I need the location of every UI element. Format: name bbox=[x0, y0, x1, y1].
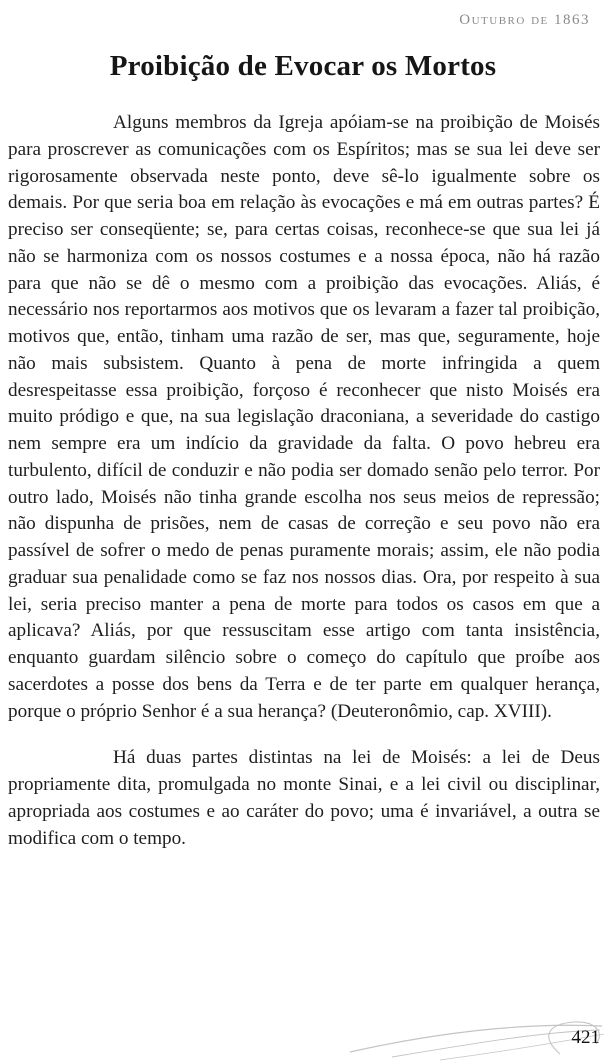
running-header: Outubro de 1863 bbox=[459, 12, 590, 28]
page-number: 421 bbox=[571, 1027, 600, 1048]
page-footer bbox=[0, 1010, 606, 1062]
article-body bbox=[8, 110, 600, 852]
paragraph-2: Há duas partes distintas na lei de Moisés: a lei de Deus propriamente dita, promulgada no monte Sinai, e a lei civil ou disciplinar, apropriada aos costumes e ao caráter do povo; uma é invariável, a outra se modifica com o tempo. bbox=[8, 747, 600, 849]
swoosh-ornament-icon bbox=[0, 1010, 606, 1062]
page-title: Proibição de Evocar os Mortos bbox=[109, 50, 497, 82]
paragraph-1: Alguns membros da Igreja apóiam-se na proibição de Moisés para proscrever as comunicações com os Espíritos; mas se sua lei deve ser rigorosamente observada neste ponto, deve sê-lo igualmente sobre os demais. Por que seria boa em relação às evocações e má em outras partes? É preciso ser conseqüente; se, para certas coisas, reconhece-se que sua lei já não se harmoniza com os nossos costumes e a nossa época, não há razão para que não se dê o mesmo com a proibição das evocações. Aliás, é necessário nos reportarmos aos motivos que os levaram a fazer tal proibição, motivos que, então, tinham uma razão de ser, mas que, seguramente, hoje não mais subsistem. Quanto à pena de morte infringida a quem desrespeitasse essa proibição, forçoso é reconhecer que nisto Moisés era muito pródigo e que, na sua legislação draconiana, a severidade do castigo nem sempre era um indício da gravidade da falta. O povo hebreu era turbulento, difícil de conduzir e não podia ser domado senão pelo terror. Por outro lado, Moisés não tinha grande escolha nos seus meios de repressão; não dispunha de prisões, nem de casas de correção e seu povo não era passível de sofrer o medo de penas puramente morais; assim, ele não podia graduar sua penalidade como se faz nos nossos dias. Ora, por respeito à sua lei, seria preciso manter a pena de morte para todos os casos em que a aplicava? Aliás, por que ressuscitam esse artigo com tanta insistência, enquanto guardam silêncio sobre o começo do capítulo que proíbe aos sacerdotes a posse dos bens da Terra e de ter parte em qualquer herança, porque o próprio Senhor é a sua herança? (Deuteronômio, cap. XVIII). bbox=[8, 112, 600, 722]
